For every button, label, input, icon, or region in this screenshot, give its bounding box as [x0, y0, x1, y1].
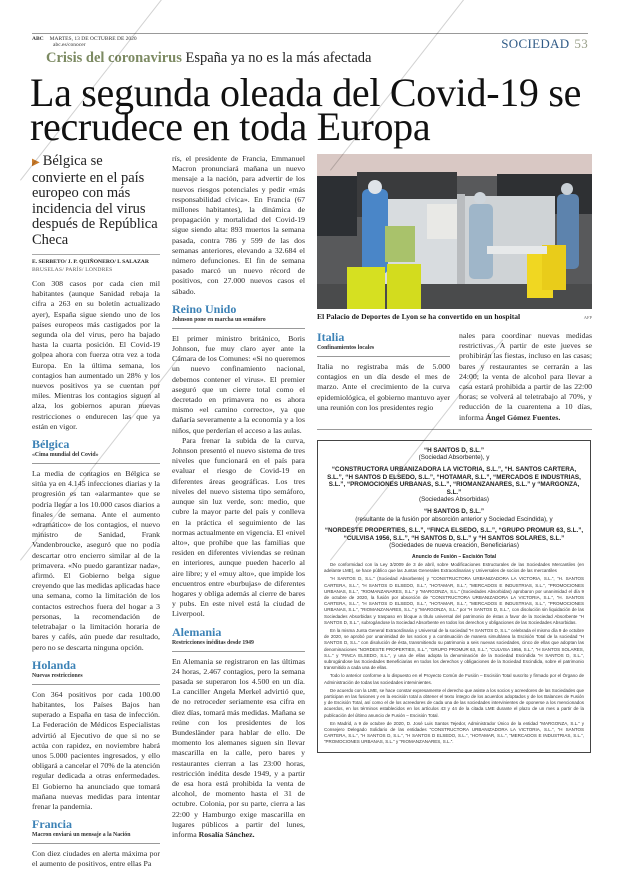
- section-title: Reino Unido: [172, 301, 237, 316]
- divider: [32, 843, 160, 844]
- intro-text: Con 308 casos por cada cien mil habitantes (aunque Sanidad rebaja la cifra a 263 en su boletín actualizado ayer), España sigue siendo uno de los países europeos más castigados por la segunda ola del virus, pero ha bajado hasta la cuarta posición. El Covid-19 golpea ahora con fuerza otra vez a toda Europa. En la última semana, los contagios han aumentado un 28% y los nuevos positivos ya se cuentan por miles. Mientras los contagios siguen al alza, los gobiernos apuran nuevas restricciones o endurecen las que ya están en vigor.: [32, 279, 160, 431]
- divider: [317, 429, 592, 430]
- deck: [32, 154, 160, 248]
- kicker: [46, 50, 372, 67]
- section-subtitle: Macron enviará un mensaje a la Nación: [32, 832, 131, 839]
- divider: [172, 328, 305, 329]
- section-belgica: [32, 438, 160, 653]
- notice-role: (Sociedades de nueva creación, Beneficiarias): [389, 542, 519, 550]
- byline-names: E. SERBETO/ J. P. QUIÑONERO/ I. SALAZAR: [32, 259, 149, 265]
- section-body: [172, 657, 305, 841]
- arrow-icon: ▶: [32, 157, 40, 168]
- author: Ángel Gómez Fuentes.: [485, 412, 561, 422]
- italia-body-continued: [459, 331, 592, 423]
- section-reino-unido: [172, 303, 305, 620]
- section-subtitle: Restricciones inéditas desde 1949: [172, 639, 254, 646]
- legal-notice: [317, 440, 591, 753]
- notice-paragraph: En Madrid, a 9 de octubre de 2020, D. José Luis Santos Tejedor, Administrador Único de la entidad “MARGONZA, S.L.” y Consejero Delegado Solidario de las entidades “CONSTRUCTORA URBANIZADORA LA VICTORIA, S.L.”, “H SANTOS CARTERA, S.L.”, “H SANTOS D, S.L.”, “H SANTOS D ELSEDO, S.L.”, “HOTAMAR, S.L.”, “MERCADOS E INDUSTRIAS, S.L.”, “PROMOCIONES URBANAS, S.L.” y “RIOMANZANARES, S.L.”.: [324, 720, 584, 745]
- notice-companies: “CONSTRUCTORA URBANIZADORA LA VICTORIA, S.L.”, “H. SANTOS CARTERA, S.L.”, “H SANTOS D ELSEDO, S.L.”, “HOTAMAR, S.L.”, “MERCADOS E INDUSTRIAS, S.L.”, “PROMOCIONES URBANAS, S.L.”, “RIOMANZANARES, S.L.” y “MARGONZA, S.L.”: [327, 466, 581, 496]
- byline-places: BRUSELAS/ PARÍS/ LONDRES: [32, 267, 113, 273]
- notice-companies: “NORDESTE PROPERTIES, S.L.”, “FINCA ELSEDO, S.L.”, “GRUPO PROMUR 63, S.L.”, “CULVISA 1956, S.L.”, “H SANTOS D, S.L.” y “H SANTOS SOLARES, S.L.”: [324, 527, 584, 542]
- divider: [172, 651, 305, 652]
- top-rule: [32, 33, 588, 34]
- paper-name: ABC: [32, 36, 44, 42]
- page-number: 53: [574, 36, 588, 51]
- francia-body-continued: rís, el presidente de Francia, Emmanuel Macron pronunciará mañana un nuevo mensaje a la nación, para advertir de los nuevos riesgos potenciales y pedir «más responsabilidad cívica». En Francia (67 millones habitantes), la dinámica de propagación y mortalidad del Covid-19 sigue siendo alta: 893 muertos la semana pasada, contra 786 y 599 de las dos semanas anteriores, elevando a 32.684 el número defunciones. El fin de semana pasado marcó un nuevo récord de positivos, con 27.000 nuevos casos el sábado.: [172, 154, 305, 296]
- divider: [32, 463, 160, 464]
- issue-date: MARTES, 13 DE OCTUBRE DE 2020: [49, 36, 137, 42]
- news-photo: [317, 154, 592, 309]
- article-columns: [32, 154, 620, 870]
- notice-role: (resultante de la fusión por absorción anterior y Sociedad Escindida), y: [355, 515, 553, 523]
- hospital-photo-illustration: [317, 154, 592, 309]
- section-body: Italia no registraba más de 5.000 contagios en un día desde el mes de marzo. Ante el crecimiento de la curva epidemiológica, el gobierno mantuvo ayer una reunión con los presidentes regio: [317, 362, 450, 412]
- section-title: Bélgica: [32, 437, 70, 452]
- photo-caption: El Palacio de Deportes de Lyon se ha convertido en un hospital: [317, 312, 521, 321]
- section-holanda: [32, 659, 160, 812]
- section-italia: [317, 331, 592, 423]
- notice-paragraph: De conformidad con la Ley 3/2009 de 3 de abril, sobre Modificaciones Estructurales de las Sociedades Mercantiles (en adelante LME), se hace público que las Juntas Generales Extraordinarias y Universales de socios de las mercantiles: [324, 561, 584, 574]
- section-alemania: [172, 626, 305, 841]
- paragraph: Para frenar la subida de la curva, Johnson presentó el nuevo sistema de tres niveles que funcionará en el país para evaluar el riesgo de Covid-19 en diferentes áreas geográficas. Los tres niveles del nuevo sistema tipo semáforo, aunque sin luz verde, son: medio, que cubre la mayor parte del país y conlleva en la práctica el seguimiento de las normas actualmente en vigencia. El «nivel alto», que prohíbe que las familias que residen en diferentes viviendas se reúnan en interiores, aunque pueden hacerlo al aire libre; y el «muy alto», que impide los encuentros entre «burbujas» de diferentes hogares y obliga además al cierre de bares y pubs. En este nivel está la ciudad de Liverpool.: [172, 435, 305, 619]
- photo-credit: AFP: [583, 315, 592, 320]
- section-subtitle: «Cima mundial del Covid»: [32, 452, 99, 459]
- column-1: [32, 154, 160, 870]
- photo-caption-row: [317, 312, 592, 321]
- body-text: En Alemania se registraron en las últimas 24 horas, 2.467 contagios, pero la semana pasada se superaron los 4.500 en un día. La canciller Angela Merkel advirtió que, de no retroceder seriamente esa cifra en diez días, tomará más medidas. Mañana se reúne con los presidentes de los Bundesländer para hablar de ello. De momento los alemanes siguen sin llevar mascarilla en la calle, pero bares y restaurantes cierran a las 23:00 horas, restricción inédita desde 1949, y a partir de esa hora está prohibida la venta de alcohol, de momento hasta el 31 de octubre. Colonia, por su parte, cierra a las 22:00 y Hamburgo exige mascarilla en lugares públicos a partir del lunes, informa: [172, 656, 305, 839]
- page-header-info: [32, 36, 137, 48]
- section-subtitle: Johnson pone en marcha un semáforo: [172, 316, 266, 323]
- italia-left: [317, 331, 450, 423]
- notice-role: (Sociedad Absorbente), y: [418, 454, 490, 462]
- kicker-text: España ya no es la más afectada: [185, 50, 372, 66]
- section-title: Holanda: [32, 657, 77, 672]
- section-title: Alemania: [172, 624, 222, 639]
- section-title: Francia: [32, 817, 72, 832]
- section-subtitle: Confinamientos locales: [317, 345, 375, 351]
- deck-text: Bélgica se convierte en el país europeo con más incidencia del virus después de República Checa: [32, 153, 158, 248]
- byline: [32, 254, 160, 274]
- divider: [317, 356, 450, 357]
- section-label: [501, 36, 588, 52]
- notice-paragraph: De acuerdo con la LME, se hace constar expresamente el derecho que asiste a los socios y acreedores de las Sociedades que participan en las fusiones y en la escisión total a obtener el texto íntegro de los acuerdos adoptados y de los Balances de Fusión y de Escisión Total, así como el de los acreedores de cada una de las sociedades intervinientes de oponerse a los mencionados acuerdos, en los términos establecidos en los artículos 43 y 44 de la citada LME durante el plazo de un mes a partir de la publicación del último anuncio de Fusión – Escisión Total.: [324, 687, 584, 718]
- notice-paragraph: En la misma Junta General Extraordinaria y Universal de la sociedad “H SANTOS D, S.L.” celebrada el mismo día 9 de octubre de 2020, se aprobó por unanimidad de los socios y a continuación de manera simultánea la Escisión Total de la sociedad “H SANTOS D, S.L.” con disolución de ésta, transmitiendo su patrimonio a seis nuevas sociedades, cinco de ellas que adoptan las denominaciones “NORDESTE PROPERTIES, S.L.”, “GRUPO PROMUR 63, S.L.”, “CULVISA 1956, S.L.”, “H SANTOS SOLARES, S.L.” y “FINCA ELSEDO, S.L.”, y una de ellas adopta la denominación de la Sociedad Escindida “H SANTOS D, S.L.”, subrogándose las Sociedades Beneficiarias en todos los derechos y obligaciones de la Sociedad Escindida, sobre el patrimonio transmitido a cada una de ellas.: [324, 627, 584, 671]
- section-title: Italia: [317, 330, 345, 344]
- section-name: SOCIEDAD: [501, 36, 570, 51]
- notice-paragraph: Todo lo anterior conforme a lo dispuesto en el Proyecto Común de Fusión – Escisión Total suscrito y firmado por el Órgano de Administración de todas las sociedades intervinientes.: [324, 673, 584, 685]
- website: abc.es/conocer: [53, 42, 86, 48]
- notice-company: “H SANTOS D, S.L.”: [423, 507, 485, 515]
- notice-role: (Sociedades Absorbidas): [418, 496, 489, 504]
- section-body: Con diez ciudades en alerta máxima por el aumento de positivos, entre ellas Pa: [32, 849, 160, 869]
- section-body: La media de contagios en Bélgica se sitúa ya en 4.145 infecciones diarias y la progresión es tan «alarmante» que se podría llegar a los 10.000 casos diarios a finales de semana. Ante el aumento «dramático» de los contagios, el nuevo ministro de Sanidad, Frank Vandenbroucke, aseguró que no podía descartar otro encierro similar al de la primavera. «No puedo garantizar nada», afirmó. El Gobierno belga sigue creyendo que las medidas aplicadas hace una semana, como la limitación de los contactos estrechos fuera del hogar a 3 personas, la recomendación de teletrabajar o la limitación horaria de bares y cafés, aún puede dar resultado, pero no se descarta ninguna opción.: [32, 469, 160, 652]
- page-header: [0, 0, 620, 76]
- paragraph: El primer ministro británico, Boris Johnson, fue muy claro ayer ante la Cámara de los Comunes: «Si no queremos un nuevo confinamiento nacional, debemos contener el virus». El premier aseguró que un cierre total como el decretado en primavera no es ahora mismo «el camino correcto», ya que dañaría severamente a la economía y a los niños, que perderían el acceso a las aulas.: [172, 333, 305, 435]
- section-body: Con 364 positivos por cada 100.00 habitantes, los Países Bajos han superado a España en tasa de infección. La Federación de Médicos Especialistas advirtió al Ejecutivo de que si no se actúa con rapidez, en noviembre habrá unos 5.000 pacientes ingresados, y ello obligará a cancelar el 70% de la atención regular dedicada a otras enfermedades. El Gobierno ha anunciado que tomará mañana nuevas medidas para intentar frenar la pandemia.: [32, 689, 160, 811]
- notice-title: Anuncio de Fusión – Escisión Total: [411, 553, 497, 560]
- section-francia: [32, 818, 160, 869]
- column-3: [317, 154, 592, 753]
- author: Rosalía Sánchez.: [198, 829, 255, 839]
- divider: [32, 684, 160, 685]
- section-body: [172, 334, 305, 620]
- section-subtitle: Nuevas restricciones: [32, 672, 83, 679]
- headline: La segunda oleada del Covid-19 se recrudece en toda Europa: [30, 70, 582, 149]
- column-2: [172, 154, 305, 840]
- notice-paragraph: “H SANTOS D, S.L.” (Sociedad Absorbente) y “CONSTRUCTORA URBANIZADORA LA VICTORIA, S.L.”, “H. SANTOS CARTERA, S.L.”, “H SANTOS D ELSEDO, S.L.”, “HOTAMAR, S.L.”, “MERCADOS E INDUSTRIAS, S.L.”, “PROMOCIONES URBANAS, S.L.”, “RIOMANZANARES, S.L.” y “MARGONZA, S.L.” (Sociedades Absorbidas) aprobaron por unanimidad el día 9 de octubre de 2020, la fusión por absorción de “CONSTRUCTORA URBANIZADORA LA VICTORIA, S.L.”, “H. SANTOS CARTERA, S.L.”, “H SANTOS D ELSEDO, S.L.”, “HOTAMAR, S.L.”, “MERCADOS E INDUSTRIAS, S.L.”, “PROMOCIONES URBANAS, S.L.”, “RIOMANZANARES, S.L.” y “MARGONZA, S.L.” por “H SANTOS D, S.L.”, con disolución sin liquidación de las Sociedades Absorbidas y traspaso en bloque a título universal del patrimonio de éstas a favor de la Sociedad Absorbente “H SANTOS D, S.L.”, subrogándose la Sociedad Absorbente en todos los derechos y obligaciones de las Sociedades Absorbidas.: [324, 576, 584, 625]
- kicker-topic: Crisis del coronavirus: [46, 50, 182, 66]
- notice-company: “H SANTOS D, S.L.”: [423, 446, 485, 454]
- body-text: nales para coordinar nuevas medidas restrictivas. A partir de este jueves se prohibirán las fiestas, incluso en las casas; bares y restaurantes se cerrarán a las 24:00; la venta de alcohol para llevar a casa estará prohibida a partir de las 22:00 horas; se volverá al teletrabajo al 70%, y reducción de la cuarentena a 10 días, informa: [459, 331, 592, 422]
